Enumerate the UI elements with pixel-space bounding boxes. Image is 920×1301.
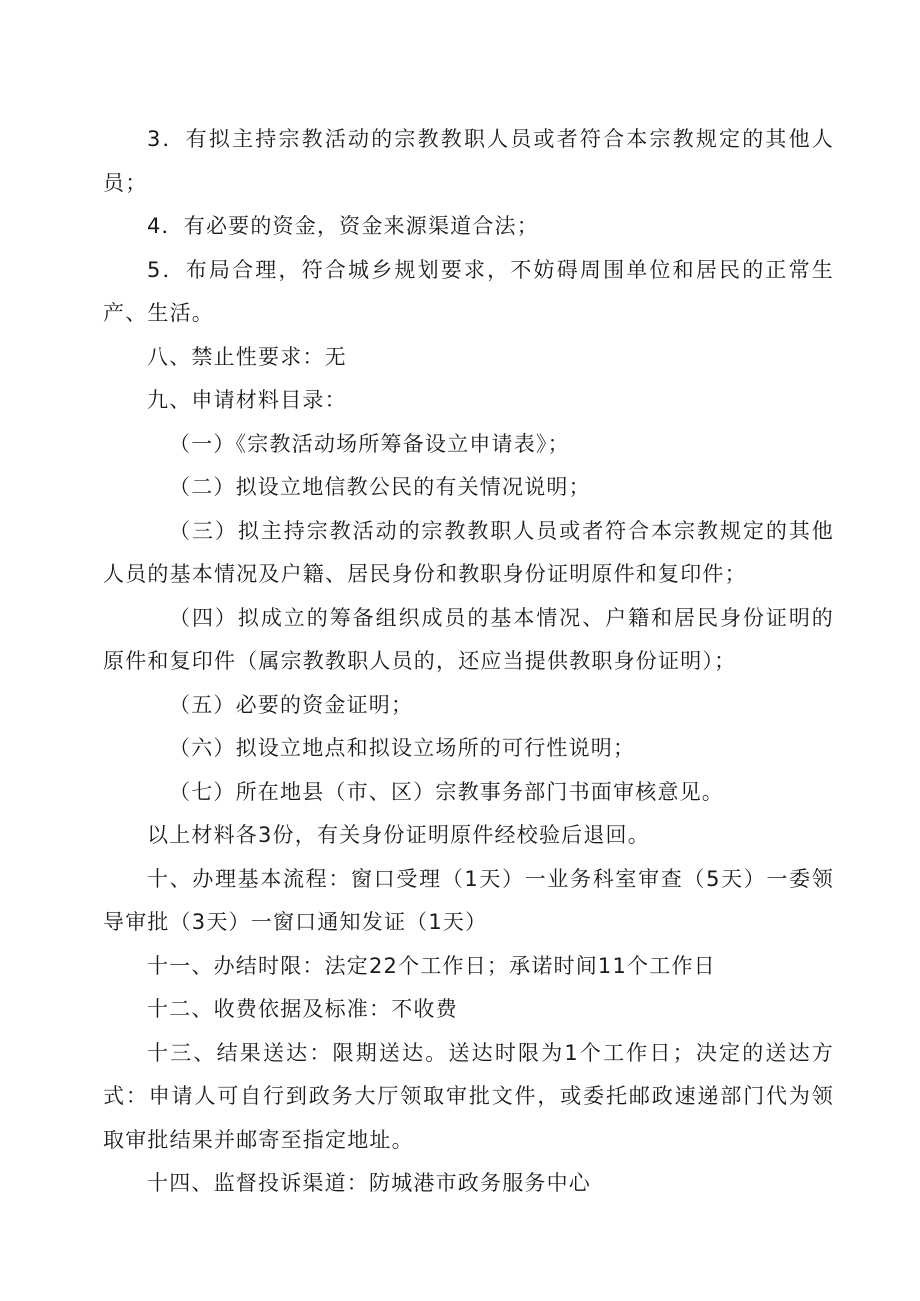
material-item-5: （五）必要的资金证明； — [169, 692, 414, 717]
material-item-1: （一）《宗教活动场所筹备设立申请表》； — [169, 431, 570, 456]
section-12-fees: 十二、收费依据及标准：不收费 — [147, 997, 458, 1021]
section-11-time-limit: 十一、办结时限：法定22个工作日；承诺时间11个工作日 — [147, 953, 716, 978]
material-item-4: （四）拟成立的筹备组织成员的基本情况、户籍和居民身份证明的原件和复印件（属宗教教职人员的，还应当提供教职身份证明）； — [103, 605, 834, 673]
material-item-2: （二）拟设立地信教公民的有关情况说明； — [169, 475, 591, 499]
section-8-prohibitions: 八、禁止性要求：无 — [147, 344, 347, 369]
section-14-complaints: 十四、监督投诉渠道：防城港市政务服务中心 — [147, 1171, 591, 1195]
material-item-7: （七）所在地县（市、区）宗教事务部门书面审核意见。 — [169, 779, 724, 804]
paragraph-condition-3: 3．有拟主持宗教活动的宗教教职人员或者符合本宗教规定的其他人员； — [103, 127, 834, 195]
section-10-process: 十、办理基本流程：窗口受理（1天）一业务科室审查（5天）一委领导审批（3天）一窗口通知发证（1天） — [103, 866, 834, 934]
material-item-3: （三）拟主持宗教活动的宗教教职人员或者符合本宗教规定的其他人员的基本情况及户籍、居民身份和教职身份证明原件和复印件； — [103, 518, 834, 586]
section-13-delivery: 十三、结果送达：限期送达。送达时限为1个工作日；决定的送达方式：申请人可自行到政务大厅领取审批文件，或委托邮政速递部门代为领取审批结果并邮寄至指定地址。 — [103, 1040, 834, 1152]
paragraph-condition-5: 5．布局合理，符合城乡规划要求，不妨碍周围单位和居民的正常生产、生活。 — [103, 257, 834, 325]
paragraph-condition-4: 4．有必要的资金，资金来源渠道合法； — [147, 214, 539, 238]
section-9-materials-heading: 九、申请材料目录： — [147, 388, 347, 412]
materials-note: 以上材料各3份，有关身份证明原件经校验后退回。 — [147, 823, 650, 847]
material-item-6: （六）拟设立地点和拟设立场所的可行性说明； — [169, 736, 636, 760]
